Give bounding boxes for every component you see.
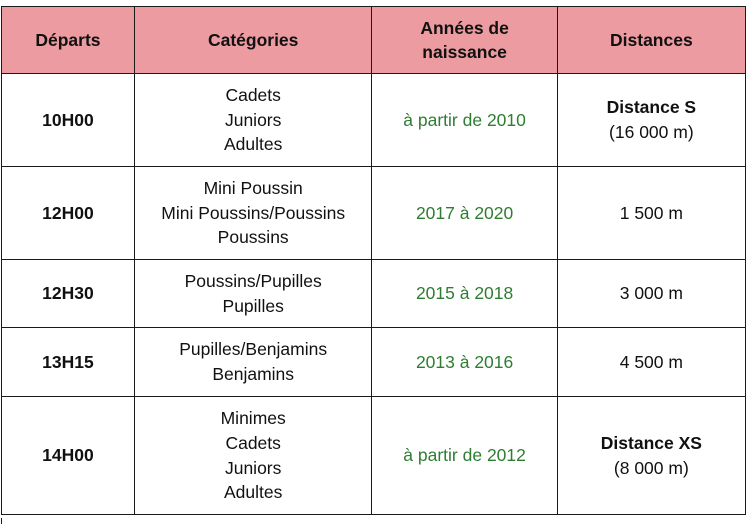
distance-cell: 1 500 m (557, 167, 745, 260)
category-line: Pupilles/Benjamins (179, 339, 328, 360)
birth-years-cell: à partir de 2012 (372, 397, 557, 515)
birth-years-cell: 2017 à 2020 (372, 167, 557, 260)
categories-cell (134, 397, 372, 515)
categories-cell (134, 328, 372, 397)
table-row (2, 328, 746, 397)
categories-cell (134, 260, 372, 328)
categories-cell (134, 167, 372, 260)
distance-name: Distance XS (600, 432, 702, 453)
depart-cell: 14H00 (2, 397, 135, 515)
category-line: Poussins/Pupilles (184, 270, 322, 291)
category-line: Mini Poussin (203, 177, 303, 198)
distance-cell (557, 397, 745, 515)
category-line: Mini Poussins/Poussins (161, 202, 346, 223)
table-row (2, 167, 746, 260)
birth-years-cell: 2013 à 2016 (372, 328, 557, 397)
distance-cell (557, 74, 745, 167)
header-annees-line2: naissance (422, 42, 507, 62)
table-continuation-border (1, 518, 2, 524)
birth-years-cell: à partir de 2010 (372, 74, 557, 167)
table-row (2, 397, 746, 515)
depart-cell: 12H00 (2, 167, 135, 260)
categories-cell (134, 74, 372, 167)
category-line: Benjamins (212, 364, 295, 384)
category-line: Cadets (225, 432, 281, 453)
distance-name: Distance S (606, 97, 697, 118)
category-line: Poussins (217, 227, 289, 248)
schedule-table (1, 6, 746, 515)
birth-years-cell: 2015 à 2018 (372, 260, 557, 328)
category-line: Cadets (225, 84, 281, 105)
category-line: Juniors (224, 109, 282, 130)
distance-value: (16 000 m) (609, 122, 694, 142)
header-distances: Distances (557, 7, 745, 74)
header-categories: Catégories (134, 7, 372, 74)
category-line: Pupilles (222, 295, 284, 316)
depart-cell: 13H15 (2, 328, 135, 397)
table-row (2, 74, 746, 167)
header-row (2, 7, 746, 74)
category-line: Adultes (224, 482, 283, 503)
category-line: Minimes (220, 408, 286, 429)
depart-cell: 10H00 (2, 74, 135, 167)
category-line: Juniors (224, 457, 282, 478)
table-row (2, 260, 746, 328)
distance-cell: 4 500 m (557, 328, 745, 397)
distance-value: (8 000 m) (613, 457, 689, 478)
header-departs: Départs (2, 7, 135, 74)
depart-cell: 12H30 (2, 260, 135, 328)
distance-cell: 3 000 m (557, 260, 745, 328)
header-annees (372, 7, 557, 74)
header-annees-line1: Années de (420, 18, 509, 38)
category-line: Adultes (224, 134, 283, 155)
